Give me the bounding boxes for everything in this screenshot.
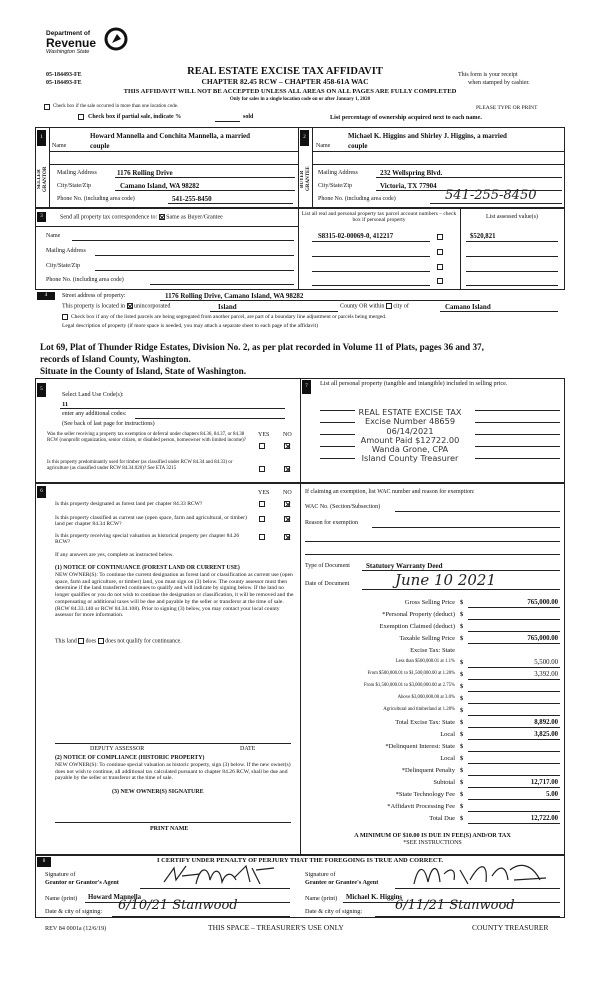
tax-label-delinq-local: Local [440, 755, 455, 762]
treasurer-use-label: THIS SPACE – TREASURER'S USE ONLY [208, 923, 344, 932]
landuse-no-header: NO [283, 432, 292, 438]
tax-label-gross: Gross Selling Price [404, 599, 455, 606]
dept-line2: Revenue [46, 36, 97, 51]
multi-location-checkbox[interactable] [44, 104, 50, 110]
correspondence-label: Send all property tax correspondence to: Same as Buyer/Grantee [60, 214, 223, 221]
corr-phone-label: Phone No. (including area code) [46, 277, 124, 283]
parcel-number: S8315-02-00069-0, 412217 [318, 233, 394, 240]
tax-label-total-due: Total Due [429, 815, 455, 822]
stamp-line4: Amount Paid $12722.00 [360, 434, 460, 445]
tax-dollar-sign: $ [460, 611, 464, 618]
buyer-mailing: 232 Wellspring Blvd. [380, 169, 443, 177]
landuse-yes-header: YES [258, 432, 270, 438]
same-as-buyer-checkbox[interactable] [159, 214, 165, 220]
tax-dollar-sign: $ [460, 659, 464, 666]
partial-sale-label: Check box if partial sale, indicate % [88, 114, 182, 120]
grantee-signature [410, 860, 550, 888]
buyer-side-label: BUYER GRANTEE [300, 166, 311, 192]
buyer-mailing-label: Mailing Address [318, 170, 358, 176]
tax-label-excise-state: Excise Tax: State [410, 647, 455, 654]
tax-value-tech-fee: 5.00 [546, 791, 558, 798]
s6-yes-header: YES [258, 490, 270, 496]
grantor-sig-label2: Grantor or Grantor's Agent [45, 879, 119, 886]
segregated-label: Check box if any of the listed parcels are being segregated from another parcel, are part of a boundary line adjustment or parcels being merged. [71, 314, 387, 320]
legal-line1: Lot 69, Plat of Thunder Ridge Estates, Division No. 2, as per plat recorded in Volume 11 of Plats, pages 36 and 37, [40, 342, 484, 352]
exemption-label: If claiming an exemption, list WAC number and reason for exemption: [305, 489, 475, 495]
landuse-code: 11 [62, 401, 69, 408]
tax-label-subtotal: Subtotal [433, 779, 455, 786]
landuse-q2: Is this property predominantly used for timber (as classified under RCW 84.34 and 84.33) or agriculture (as classified under RCW 84.34.020)? See ETA 3215 [47, 460, 233, 471]
notice1-title: (1) NOTICE OF CONTINUANCE (FOREST LAND OR CURRENT USE) [55, 565, 240, 571]
stamp-line5: Wanda Grone, CPA [371, 444, 449, 455]
buyer-name-line1: Michael K. Higgins and Shirley J. Higgins, a married [348, 132, 507, 140]
personal-property-checkbox-1[interactable] [437, 234, 443, 240]
buyer-city-label: City/State/Zip [318, 183, 352, 189]
tax-label-tier4: Above $3,000,000.00 at 3.0% [397, 695, 455, 700]
grantor-print-name: Howard Mannella [88, 894, 142, 901]
tax-value-total-state: 8,892.00 [534, 719, 558, 726]
s6-q2-no[interactable] [284, 516, 290, 522]
corr-name-label: Name [46, 233, 61, 239]
grantee-sig-label2: Grantee or Grantee's Agent [305, 879, 379, 886]
tax-value-total-due: 12,722.00 [530, 815, 558, 822]
tax-label-affidavit-fee: *Affidavit Processing Fee [387, 803, 455, 810]
tax-dollar-sign: $ [460, 755, 464, 762]
receipt-note1: This form is your receipt [458, 72, 518, 78]
section1-marker: 1 [37, 130, 46, 146]
tax-dollar-sign: $ [460, 623, 464, 630]
tax-value-taxable: 765,000.00 [527, 635, 558, 642]
grantor-signature [160, 862, 280, 888]
tax-dollar-sign: $ [460, 791, 464, 798]
corr-city-label: City/State/Zip [46, 263, 80, 269]
tax-dollar-sign: $ [460, 767, 464, 774]
tax-dollar-sign: $ [460, 635, 464, 642]
form-id1: 05-184493-FE [46, 72, 82, 78]
doc-type-value: Statutory Warranty Deed [366, 562, 443, 570]
seller-city: Camano Island, WA 98282 [120, 182, 200, 190]
grantor-sig-label1: Signature of [45, 871, 76, 878]
section8-marker: 8 [37, 857, 51, 867]
stamp-line1: REAL ESTATE EXCISE TAX [358, 407, 462, 417]
deputy-assessor-label: DEPUTY ASSESSOR [90, 746, 145, 752]
tax-label-tier1: Less than $500,000.01 at 1.1% [395, 659, 455, 664]
landuse-q2-no[interactable] [284, 466, 290, 472]
see-back-note: (See back of last page for instructions) [62, 421, 155, 427]
tax-dollar-sign: $ [460, 779, 464, 786]
tax-dollar-sign: $ [460, 695, 464, 702]
personal-property-checkbox-2[interactable] [437, 249, 443, 255]
tax-dollar-sign: $ [460, 671, 464, 678]
seller-phone: 541-255-8450 [172, 195, 212, 203]
tax-dollar-sign: $ [460, 707, 464, 714]
county-value: Island [218, 303, 237, 311]
continuance-row: This land does does not qualify for continuance. [55, 638, 182, 645]
county-row: County OR within city of [340, 303, 409, 310]
legal-label: Legal description of property (if more space is needed, you may attach a separate sheet to each page of the affidavit) [62, 323, 318, 329]
doc-date-label: Date of Document [305, 581, 350, 587]
corr-mailing-label: Mailing Address [46, 248, 86, 254]
tax-label-local: Local [440, 731, 455, 738]
seller-name-label: Name [52, 143, 67, 149]
buyer-name-line2: couple [348, 142, 368, 150]
city-of-checkbox[interactable] [386, 303, 392, 309]
assessor-date-label: DATE [240, 746, 256, 752]
s6-q3-no[interactable] [284, 534, 290, 540]
stamp-line2: Excise Number 48659 [364, 416, 456, 427]
section5-marker: 5 [37, 383, 46, 397]
buyer-phone-label: Phone No. (including area code) [318, 196, 396, 202]
grantee-date-label: Date & city of signing: [305, 908, 363, 915]
tax-dollar-sign: $ [460, 719, 464, 726]
dept-line1: Department of [46, 30, 91, 37]
tax-value-local: 3,825.00 [534, 731, 558, 738]
county-treasurer-label: COUNTY TREASURER [472, 923, 549, 932]
tax-label-delinq-state: *Delinquent Interest: State [385, 743, 455, 750]
tax-label-tech-fee: *State Technology Fee [395, 791, 455, 798]
landuse-q1-yes[interactable] [259, 443, 265, 449]
tax-label-total-state: Total Excise Tax: State [395, 719, 455, 726]
landuse-q1-no[interactable] [284, 443, 290, 449]
notice2-title: (2) NOTICE OF COMPLIANCE (HISTORIC PROPERTY) [55, 755, 205, 761]
grantor-print-label: Name (print) [45, 895, 78, 902]
doc-type-label: Type of Document [305, 563, 350, 569]
wac-label: WAC No. (Section/Subsection) [305, 504, 381, 510]
tax-label-delinq-penalty: *Delinquent Penalty [401, 767, 455, 774]
rev-number: REV 84 0001a (12/6/19) [45, 925, 107, 932]
tax-value-tier1: 5,500.00 [534, 659, 558, 666]
assessed-value: $520,821 [470, 233, 496, 240]
notice1-body: NEW OWNER(S): To continue the current designation as forest land or classification as current use (open space, farm and agriculture, or timber) land, you must sign on (3) below. The county assessor must then determine if the land transferred continues to qualify and will indicate by signing below. If the land no longer qualifies or you do not wish to continue the designation or classification, it will be removed and the compensating or additional taxes will be due and payable by the seller or transferor at the time of sale. (RCW 84.33.140 or RCW 84.34.108). Prior to signing (3) below, you may contact your local county assessor for more information. [55, 572, 294, 619]
street-address: 1176 Rolling Drive, Camano Island, WA 98282 [165, 292, 304, 300]
notice2-body: NEW OWNER(S): To continue special valuation as historic property, sign (3) below. If the new owner(s) does not wish to continue, all additional tax calculated pursuant to chapter 84.26 RCW, shall be due and payable by the seller or transferor at the time of sale. [55, 762, 291, 782]
grantor-date-label: Date & city of signing: [45, 908, 103, 915]
grantee-sig-label1: Signature of [305, 871, 336, 878]
tax-label-tier3: From $1,500,000.01 to $3,000,000.00 at 2.75% [363, 683, 455, 688]
form-title: REAL ESTATE EXCISE TAX AFFIDAVIT [187, 66, 383, 77]
section2-marker: 2 [300, 130, 309, 146]
legal-line2: records of Island County, Washington. [40, 354, 191, 364]
tax-label-exemption: Exemption Claimed (deduct) [379, 623, 455, 630]
unincorporated-checkbox[interactable] [127, 303, 133, 309]
reason-label: Reason for exemption [305, 520, 358, 526]
doc-date-value: June 10 2021 [395, 571, 497, 589]
tax-label-personal: *Personal Property (deduct) [382, 611, 455, 618]
s6-q1: Is this property designated as forest land per chapter 84.33 RCW? [55, 501, 203, 507]
tax-label-taxable: Taxable Selling Price [399, 635, 455, 642]
seller-name-line1: Howard Mannella and Conchita Mannella, a married [90, 132, 251, 140]
tax-label-tier5: Agricultural and timberland at 1.28% [383, 707, 455, 712]
seller-side-label: SELLER GRANTOR [37, 166, 48, 192]
tax-label-tier2: From $500,000.01 to $1,500,000.00 at 1.28% [367, 671, 455, 676]
section4-marker: 4 [37, 292, 55, 300]
receipt-note2: when stamped by cashier. [468, 80, 530, 86]
multi-location-label: Check box if the sale occurred in more than one location code. [53, 104, 179, 109]
minimum-note: A MINIMUM OF $10.00 IS DUE IN FEE(S) AND/OR TAX [354, 832, 511, 839]
stamp-line3: 06/14/2021 [386, 425, 434, 436]
grantee-date-city: 6/11/21 Stanwood [395, 898, 515, 913]
personal-property-checkbox-4[interactable] [437, 278, 443, 284]
s6-q3: Is this property receiving special valuation as historical property per chapter 84.26 RCW? [55, 533, 240, 546]
tax-value-gross: 765,000.00 [527, 599, 558, 606]
seller-name-line2: couple [90, 142, 110, 150]
assessed-header: List assessed value(s) [486, 214, 538, 220]
see-instructions: *SEE INSTRUCTIONS [403, 840, 462, 846]
tax-dollar-sign: $ [460, 599, 464, 606]
excise-stamp [345, 408, 475, 464]
certify-statement: I CERTIFY UNDER PENALTY OF PERJURY THAT THE FOREGOING IS TRUE AND CORRECT. [156, 857, 443, 864]
grantee-print-name: Michael K. Higgins [346, 894, 403, 901]
section6-marker: 6 [37, 486, 46, 498]
landuse-q2-yes[interactable] [259, 466, 265, 472]
s6-no-header: NO [283, 490, 292, 496]
landuse-label: Select Land Use Code(s): [62, 392, 124, 398]
s6-q3-yes[interactable] [259, 534, 265, 540]
additional-codes-label: enter any additional codes: [62, 411, 127, 417]
form-id2: 05-184493-FE [46, 80, 82, 86]
city-value: Camano Island [445, 303, 491, 311]
partial-sale-checkbox[interactable] [78, 114, 84, 120]
please-type: PLEASE TYPE OR PRINT [476, 105, 538, 111]
only-for-note: Only for sales in a single location code on or after January 1, 2020 [229, 97, 371, 102]
street-label: Street address of property: [62, 293, 126, 299]
seller-mailing: 1176 Rolling Drive [117, 169, 173, 177]
form-warning: THIS AFFIDAVIT WILL NOT BE ACCEPTED UNLESS ALL AREAS ON ALL PAGES ARE FULLY COMPLETED [123, 88, 457, 95]
dor-logo-icon [104, 27, 128, 51]
grantor-date-city: 6/10/21 Stanwood [118, 898, 238, 913]
tax-dollar-sign: $ [460, 683, 464, 690]
section3-marker: 3 [37, 212, 46, 222]
landuse-q1: Was the seller receiving a property tax exemption or deferral under chapters 84.36, 84.37, or 84.38 RCW (nonprofit organization, senior citizen, or disabled person, homeowner with limited income)? [47, 432, 246, 443]
s6-q1-yes[interactable] [259, 501, 265, 507]
s6-if-yes: If any answers are yes, complete as instructed below. [55, 552, 174, 558]
s6-q2-yes[interactable] [259, 516, 265, 522]
seller-city-label: City/State/Zip [57, 183, 91, 189]
form-subtitle: CHAPTER 82.45 RCW – CHAPTER 458-61A WAC [201, 77, 369, 86]
personal-property-label: List all personal property (tangible and intangible) included in selling price. [320, 380, 508, 387]
dept-line3: Washington State [46, 49, 90, 56]
print-name-label: PRINT NAME [150, 826, 189, 832]
tax-dollar-sign: $ [460, 815, 464, 822]
buyer-name-label: Name [316, 143, 331, 149]
segregated-checkbox[interactable] [62, 314, 68, 320]
tax-value-subtotal: 12,717.00 [530, 779, 558, 786]
list-pct-note: List percentage of ownership acquired next to each name. [330, 114, 482, 121]
sold-label: sold [243, 114, 254, 120]
seller-mailing-label: Mailing Address [57, 170, 97, 176]
buyer-phone: 541-255-8450 [445, 188, 537, 203]
personal-property-checkbox-3[interactable] [437, 264, 443, 270]
section7-marker: 7 [302, 380, 311, 394]
grantee-print-label: Name (print) [305, 895, 338, 902]
does-not-qualify-checkbox[interactable] [98, 638, 104, 644]
tax-dollar-sign: $ [460, 803, 464, 810]
tax-value-tier2: 3,392.00 [534, 671, 558, 678]
does-qualify-checkbox[interactable] [78, 638, 84, 644]
located-row: This property is located in unincorporated [62, 303, 171, 310]
stamp-line6: Island County Treasurer [361, 453, 459, 464]
s6-q2: Is this property classified as current use (open space, farm and agricultural, or timber) land per chapter 84.34 RCW? [55, 515, 247, 528]
seller-phone-label: Phone No. (including area code) [57, 196, 135, 202]
parcels-header: List all real and personal property tax parcel account numbers – check box if personal property [301, 211, 457, 224]
s6-q1-no[interactable] [284, 501, 290, 507]
buyer-city: Victoria, TX 77904 [380, 182, 437, 190]
legal-line3: Situate in the County of Island, State of Washington. [40, 366, 247, 376]
tax-dollar-sign: $ [460, 743, 464, 750]
tax-dollar-sign: $ [460, 731, 464, 738]
new-owner-signature-label: (3) NEW OWNER(S) SIGNATURE [112, 789, 204, 795]
